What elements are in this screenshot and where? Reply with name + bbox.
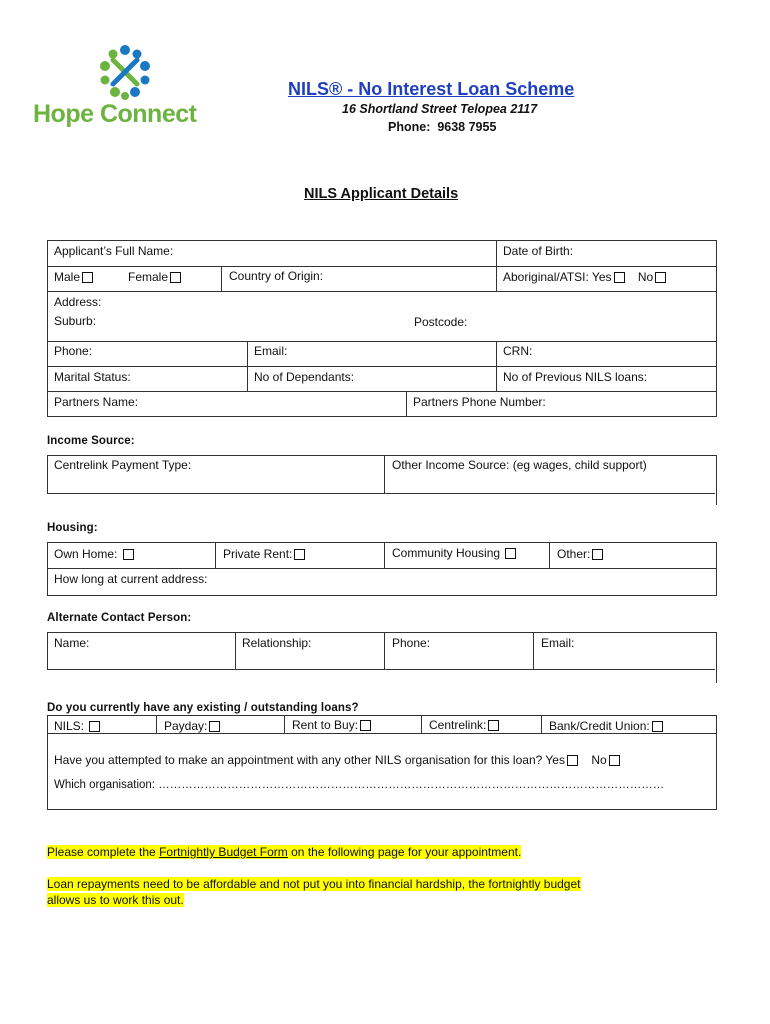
crn-field[interactable]: CRN:	[503, 344, 533, 358]
community-housing-option[interactable]	[392, 546, 516, 560]
community-housing-label: Community Housing	[392, 546, 501, 560]
which-organisation-field[interactable]: Which organisation: ……………………………………………………………………………………………………………………	[54, 779, 665, 791]
private-rent-label: Private Rent:	[223, 547, 293, 561]
housing-heading: Housing:	[47, 522, 98, 534]
attempted-appointment-question[interactable]	[54, 753, 620, 767]
form-title: NILS Applicant Details	[304, 186, 459, 202]
scheme-title: NILS® - No Interest Loan Scheme	[288, 79, 575, 99]
budget-form-note	[47, 845, 521, 859]
aboriginal-yes-checkbox[interactable]	[614, 272, 625, 283]
nils-loan-checkbox[interactable]	[89, 721, 100, 732]
own-home-option[interactable]	[54, 547, 134, 561]
previous-loans-field[interactable]: No of Previous NILS loans:	[503, 370, 648, 384]
aboriginal-label: Aboriginal/ATSI: Yes	[503, 270, 612, 284]
partner-phone-field[interactable]: Partners Phone Number:	[413, 395, 546, 409]
bank-loan-option[interactable]	[549, 719, 663, 733]
repayment-note-text1: Loan repayments need to be affordable and not put you into financial hardship, the fortnightly budget	[47, 877, 581, 891]
own-home-checkbox[interactable]	[123, 549, 134, 560]
male-option[interactable]	[54, 270, 93, 284]
rent-to-buy-checkbox[interactable]	[360, 720, 371, 731]
private-rent-checkbox[interactable]	[294, 549, 305, 560]
alternate-contact-heading: Alternate Contact Person:	[47, 612, 192, 624]
budget-note-prefix: Please complete the	[47, 845, 160, 859]
payday-loan-checkbox[interactable]	[209, 721, 220, 732]
income-heading: Income Source:	[47, 435, 135, 447]
suburb-field[interactable]: Suburb:	[54, 314, 97, 328]
private-rent-option[interactable]	[223, 547, 305, 561]
other-income-field[interactable]: Other Income Source: (eg wages, child support)	[392, 458, 647, 472]
alternate-relationship-field[interactable]: Relationship:	[242, 636, 312, 650]
centrelink-loan-label: Centrelink:	[429, 718, 487, 732]
postcode-field[interactable]: Postcode:	[414, 315, 468, 329]
aboriginal-no-checkbox[interactable]	[655, 272, 666, 283]
fortnightly-budget-form-link[interactable]: Fortnightly Budget Form	[159, 845, 288, 859]
rent-to-buy-label: Rent to Buy:	[292, 718, 359, 732]
budget-note-suffix: on the following page for your appointment.	[287, 845, 522, 859]
repayment-note-text2: allows us to work this out.	[47, 893, 184, 907]
dependants-field[interactable]: No of Dependants:	[254, 370, 355, 384]
existing-loans-heading: Do you currently have any existing / outstanding loans?	[47, 702, 359, 714]
attempted-no-label: No	[591, 753, 607, 767]
alternate-name-field[interactable]: Name:	[54, 636, 90, 650]
female-label: Female	[128, 270, 169, 284]
other-housing-checkbox[interactable]	[592, 549, 603, 560]
full-name-field[interactable]: Applicant’s Full Name:	[54, 244, 174, 258]
dob-field[interactable]: Date of Birth:	[503, 244, 574, 258]
attempted-appointment-label: Have you attempted to make an appointment with any other NILS organisation for this loan? Yes	[54, 753, 565, 767]
email-field[interactable]: Email:	[254, 344, 288, 358]
attempted-no-checkbox[interactable]	[609, 755, 620, 766]
alternate-email-field[interactable]: Email:	[541, 636, 575, 650]
male-label: Male	[54, 270, 81, 284]
housing-table	[47, 542, 717, 596]
other-housing-label: Other:	[557, 547, 591, 561]
female-checkbox[interactable]	[170, 272, 181, 283]
aboriginal-option[interactable]	[503, 270, 666, 284]
repayment-note-line2	[47, 893, 184, 907]
attempted-yes-checkbox[interactable]	[567, 755, 578, 766]
other-housing-option[interactable]	[557, 547, 603, 561]
bank-loan-checkbox[interactable]	[652, 721, 663, 732]
marital-status-field[interactable]: Marital Status:	[54, 370, 131, 384]
partner-name-field[interactable]: Partners Name:	[54, 395, 139, 409]
centrelink-payment-field[interactable]: Centrelink Payment Type:	[54, 458, 192, 472]
phone-label: Phone:	[388, 120, 431, 134]
community-housing-checkbox[interactable]	[505, 548, 516, 559]
hope-connect-logo	[30, 40, 220, 135]
nils-loan-label: NILS:	[54, 719, 85, 733]
country-field[interactable]: Country of Origin:	[229, 269, 324, 283]
alternate-contact-table	[47, 632, 717, 670]
address-field[interactable]: Address:	[54, 295, 102, 309]
repayment-note-line1	[47, 877, 581, 891]
logo-mark-icon	[85, 40, 165, 102]
own-home-label: Own Home:	[54, 547, 118, 561]
office-phone	[388, 120, 496, 134]
logo-text: Hope Connect	[33, 100, 197, 128]
payday-loan-option[interactable]	[164, 719, 220, 733]
office-address: 16 Shortland Street Telopea 2117	[342, 102, 538, 116]
phone-number: 9638 7955	[437, 120, 497, 134]
how-long-field[interactable]: How long at current address:	[54, 572, 208, 586]
nils-loan-option[interactable]	[54, 719, 100, 733]
centrelink-loan-checkbox[interactable]	[488, 720, 499, 731]
centrelink-loan-option[interactable]	[429, 718, 499, 732]
rent-to-buy-option[interactable]	[292, 718, 371, 732]
male-checkbox[interactable]	[82, 272, 93, 283]
female-option[interactable]	[128, 270, 181, 284]
phone-field[interactable]: Phone:	[54, 344, 93, 358]
bank-loan-label: Bank/Credit Union:	[549, 719, 650, 733]
aboriginal-no-label: No	[637, 270, 654, 284]
payday-loan-label: Payday:	[164, 719, 208, 733]
alternate-phone-field[interactable]: Phone:	[392, 636, 431, 650]
